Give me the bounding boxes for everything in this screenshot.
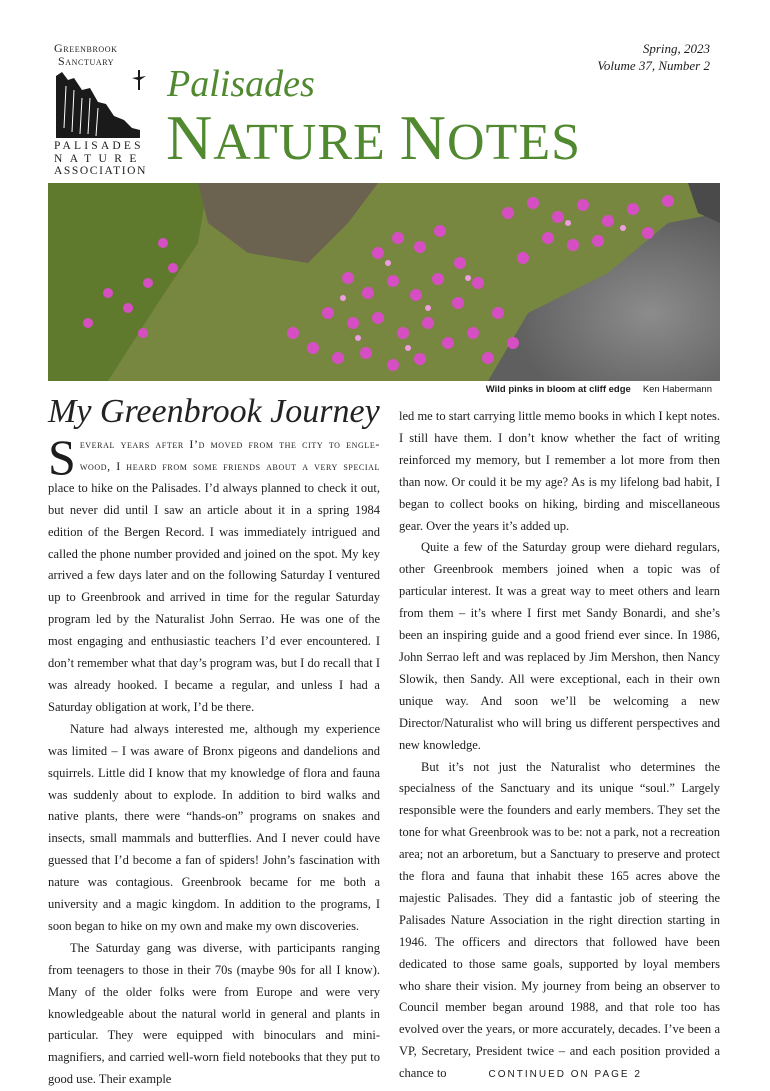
article-paragraph-4: led me to start carrying little memo books in which I kept notes. I still have them. I don’t know whether the fact of writing reinforced my memory, but I remember a lot more from then than now. Or could it be my age? As is my lifelong bad habit, I began to collect books on hiking, birding and miscellaneous gear. Over the years it’s added up. [399,409,720,533]
newsletter-title [166,102,581,173]
paragraph-6-body: But it’s not just the Naturalist who determines the specialness of the Sanctuary and its unique “soul.” Largely responsible were the founders and early members. They set the tone for what Greenbrook was to be: not a park, not a recreation area; not an arboretum, but a Sanctuary to preserve and protect the flora and fauna that inhabit these 165 acres above the majestic Palisades. They did a fantastic job of steering the Palisades Nature Association in the right direction starting in 1946. The officers and directors that followed have been dedicated to those same goals, supported by loyal members who share their vision. My journey from being an observer to Council member began around 1988, and that role too has evolved over the years, or more accurately, decades. I’ve been a VP, Secretary, President twice – and each position provided a chance to [399,759,720,1081]
issue-info [597,40,710,74]
issue-season: Spring, 2023 [642,41,710,56]
logo-line-nature: NATURE [54,152,144,165]
wild-pinks-photo [48,183,720,381]
logo-line-sanctuary: Sanctuary [58,54,115,68]
wild-pinks-illustration [48,183,720,381]
photo-credit: Ken Habermann [642,384,712,395]
greenbrook-sanctuary-logo [52,41,152,177]
article-paragraph-6 [399,757,720,1087]
issue-volume: Volume 37, Number 2 [597,58,710,73]
article-column-right [399,406,720,1086]
paragraph-1-body: place to hike on the Palisades. I’d always planned to check it out, but never did until I saw an article about it in a spring 1984 edition of the Bergen Record. I was immediately intrigued and called the phone number provided and joined on the spot. My key arrived a few days later and on the following Saturday I ventured up to Greenbrook and arrived in time for the regular Saturday program led by the Naturalist John Serrao. He was one of the most engaging and enthusiastic teachers I’d ever encountered. I don’t remember what that day’s program was, but I do recall that I was already hooked. I became a regular, and unless I had a Saturday obligation at work, I’d be there. [48,480,380,714]
title-rest-ature: ATURE [213,114,400,171]
article-paragraph-5: Quite a few of the Saturday group were diehard regulars, other Greenbrook members joined when a topic was of particular interest. It was a great way to meet others and learn from them – it’s where I first met Sandy Bonardi, and she’s been an inspiring guide and a good friend ever since. In 1986, John Serrao left and was replaced by Jim Mershon, then Nancy Slowik, then Sandy. All were exceptional, each in their own unique way. And soon we’ll be welcoming a new Director/Naturalist who will bring us different perspectives and new knowledge. [399,540,720,752]
title-initial-n2: N [399,102,447,173]
article-title: My Greenbrook Journey [48,393,380,430]
cliff-silhouette-icon [52,68,142,138]
bird-icon [132,70,146,90]
logo-line-palisades: PALISADES [54,140,144,152]
article-paragraph-2: Nature had always interested me, although my experience was limited – I was aware of Bronx pigeons and dandelions and squirrels. Little did I know that my knowledge of flora and fauna was suddenly about to explode. In addition to bird walks and native plants, there were “hands-on” programs on snakes and insects, small mammals and butterflies. And I never could have guessed that I’d become a fan of spiders! John’s fascination with nature was contagious. Greenbrook became for me both a university and a magic kingdom. In addition to the programs, I soon began to hike on my own and make my own discoveries. [48,721,380,933]
article-paragraph-1 [48,429,380,719]
newsletter-subtitle: Palisades [167,63,315,105]
lead-in-smallcaps: everal years after I’d moved from the city to engle-wood, I heard from some friends about a very special [79,437,380,473]
article-column-left [48,429,380,1091]
logo-line-greenbrook: Greenbrook [54,41,118,55]
logo-sanctuary-name [54,42,118,68]
photo-caption-text: Wild pinks in bloom at cliff edge [485,384,631,395]
logo-association-name [54,140,147,178]
title-initial-n1: N [166,102,214,173]
continued-on-page-link[interactable]: CONTINUED ON PAGE 2 [488,1069,642,1081]
logo-line-association: ASSOCIATION [54,165,147,177]
title-rest-otes: OTES [447,114,581,171]
article-paragraph-3: The Saturday gang was diverse, with participants ranging from teenagers to those in their 70s (maybe 90s for all I know). Many of the older folks were from Europe and were very knowledgeable about the natural world in general and plants in particular. They were equipped with binoculars and mini-magnifiers, and carried well-worn field notebooks that they put to good use. Their example [48,940,380,1087]
drop-cap: S [48,429,76,485]
photo-caption [486,384,712,395]
